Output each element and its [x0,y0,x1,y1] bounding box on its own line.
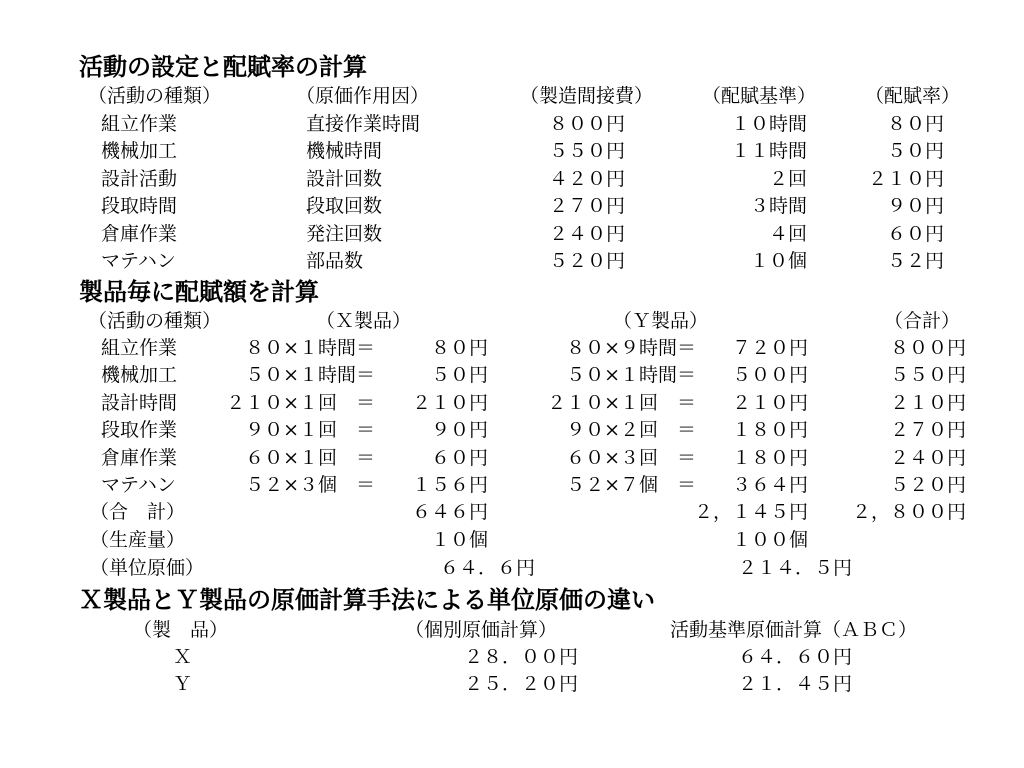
s2-row-y-amt: １８０円 [731,446,808,469]
s1-row-overhead: ２７０円 [548,195,625,218]
s2-row-y-calc: ５２×７個 ＝ [566,474,696,496]
s2-row-x-amt: ９０円 [430,419,488,442]
s2-row-x-calc: ８０×１時間＝ [245,337,375,359]
s2-unit-label: （単位原価） [90,557,205,579]
s1-row-driver: 直接作業時間 [306,113,421,135]
s1-row-overhead: ２４０円 [548,222,625,245]
s1-row-rate: ５０円 [886,140,944,163]
s1-row-overhead: ５５０円 [548,140,625,163]
s1-row-rate: ６０円 [886,222,944,245]
s2-row-activity: 組立作業 [101,337,178,359]
s1-header-driver: （原価作用因） [296,85,430,107]
s1-row-driver: 部品数 [306,250,364,272]
s2-row-x-amt: ５０円 [430,364,488,387]
s2-row-total: ２７０円 [889,419,966,442]
s3-row-job: ２５．２０円 [463,673,578,696]
s2-qty-label: （生産量） [90,529,186,551]
s2-unit-y: ２１４．５円 [737,557,852,579]
s2-header-activity: （活動の種類） [88,310,222,332]
s2-row-total: ５５０円 [889,364,966,387]
s3-header-product: （製 品） [133,619,229,641]
s1-row-rate: ２１０円 [867,167,944,190]
s2-row-y-calc: ６０×３回 ＝ [566,446,696,469]
s2-row-y-amt: ３６４円 [731,474,808,496]
section3-title: Ｘ製品とＹ製品の原価計算手法による単位原価の違い [79,585,655,614]
s2-row-x-calc: ５０×１時間＝ [245,364,375,387]
s1-row-base: １１時間 [730,140,807,163]
s2-row-activity: 設計時間 [101,391,178,414]
s1-row-rate: ５２円 [886,250,944,272]
s1-row-driver: 発注回数 [306,222,383,245]
s1-header-base: （配賦基準） [702,85,817,107]
s2-row-y-amt: ２１０円 [731,391,808,414]
s1-row-rate: ９０円 [886,195,944,218]
s2-row-y-amt: ７２０円 [731,337,808,359]
s2-row-y-calc: ２１０×１回 ＝ [547,391,696,414]
s2-row-activity: 倉庫作業 [101,446,178,469]
s2-total-total: ２，８００円 [851,501,966,523]
s2-row-total: ２１０円 [889,391,966,414]
s2-row-activity: 機械加工 [101,364,178,387]
s1-row-overhead: ４２０円 [548,167,625,190]
s3-row-abc: ６４．６０円 [737,646,852,668]
s3-row-job: ２８．００円 [463,646,578,668]
s2-total-y: ２，１４５円 [693,501,808,523]
s3-row-abc: ２１．４５円 [737,673,852,696]
s1-header-activity: （活動の種類） [88,85,222,107]
s1-row-base: １０時間 [730,113,807,135]
section1-title: 活動の設定と配賦率の計算 [79,52,367,81]
s1-row-activity: マテハン [101,250,176,272]
s2-row-y-amt: １８０円 [731,419,808,442]
s2-row-total: ５２０円 [889,474,966,496]
s3-header-job: （個別原価計算） [405,619,558,641]
s3-row-product: Ｙ [173,673,193,696]
s2-total-label: （合 計） [90,501,186,523]
s2-row-x-calc: ５２×３個 ＝ [245,474,375,496]
s2-total-x: ６４６円 [411,501,488,523]
s1-row-activity: 設計活動 [101,167,178,190]
s2-row-total: ８００円 [889,337,966,359]
s2-qty-x: １０個 [430,529,488,551]
s2-row-y-calc: ８０×９時間＝ [566,337,696,359]
s1-row-overhead: ５２０円 [548,250,625,272]
s1-row-base: ３時間 [749,195,807,218]
s1-row-driver: 設計回数 [306,167,383,190]
s1-header-rate: （配賦率） [865,85,961,107]
s2-qty-y: １００個 [731,529,808,551]
s2-row-x-calc: ６０×１回 ＝ [245,446,375,469]
s1-row-base: ２回 [768,167,807,190]
s2-row-x-amt: １５６円 [411,474,488,496]
s3-row-product: Ｘ [173,646,193,668]
s1-row-activity: 組立作業 [101,113,178,135]
s2-row-y-amt: ５００円 [731,364,808,387]
s1-row-activity: 機械加工 [101,140,178,163]
s2-header-total: （合計） [884,310,961,332]
s2-unit-x: ６４．６円 [439,557,535,579]
s2-row-x-amt: ８０円 [430,337,488,359]
s2-header-y: （Ｙ製品） [613,310,709,332]
s1-row-driver: 段取回数 [306,195,383,218]
s1-row-base: １０個 [749,250,807,272]
s1-row-driver: 機械時間 [306,140,383,163]
section2-title: 製品毎に配賦額を計算 [79,277,319,306]
s1-row-base: ４回 [768,222,807,245]
s2-row-activity: 段取作業 [101,419,178,442]
s1-header-overhead: （製造間接費） [520,85,654,107]
s2-row-total: ２４０円 [889,446,966,469]
s2-row-x-amt: ６０円 [430,446,488,469]
s1-row-rate: ８０円 [886,113,944,135]
s2-header-x: （Ｘ製品） [316,310,412,332]
s2-row-x-calc: ２１０×１回 ＝ [226,391,375,414]
s3-header-abc: 活動基準原価計算（ＡＢＣ） [670,619,918,641]
s2-row-y-calc: ５０×１時間＝ [566,364,696,387]
s2-row-activity: マテハン [101,474,176,496]
s2-row-x-calc: ９０×１回 ＝ [245,419,375,442]
s2-row-y-calc: ９０×２回 ＝ [566,419,696,442]
s2-row-x-amt: ２１０円 [411,391,488,414]
s1-row-activity: 段取時間 [101,195,178,218]
s1-row-activity: 倉庫作業 [101,222,178,245]
s1-row-overhead: ８００円 [548,113,625,135]
